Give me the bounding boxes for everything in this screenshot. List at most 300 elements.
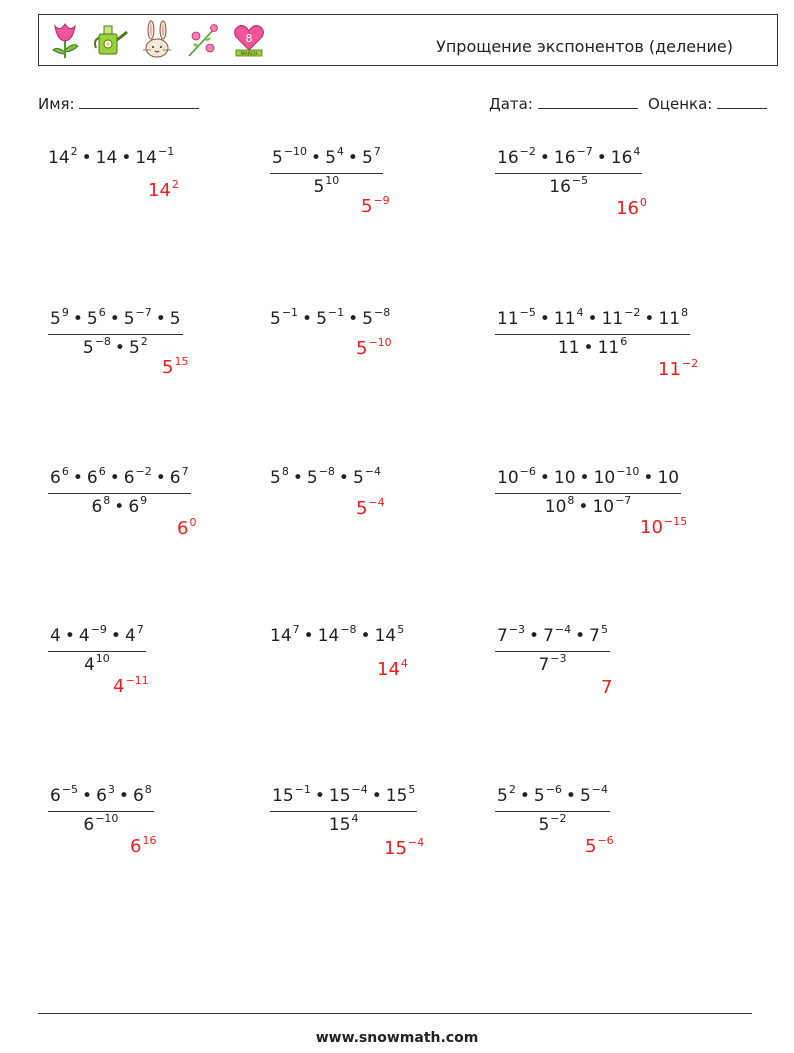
- term-exponent: −6: [545, 783, 562, 796]
- term-exponent: −10: [95, 812, 119, 825]
- multiply-dot: •: [539, 309, 550, 329]
- term-base: 10: [592, 497, 615, 517]
- power-term: [123, 306, 152, 329]
- name-label: Имя:: [38, 95, 75, 113]
- answer-8: [356, 498, 385, 519]
- multiply-dot: •: [302, 309, 313, 329]
- term-exponent: −8: [340, 623, 357, 636]
- term-base: 5: [361, 148, 373, 168]
- term-exponent: 6: [98, 465, 106, 478]
- term-exponent: −9: [373, 194, 390, 207]
- expression: [495, 306, 690, 358]
- multiply-dot: •: [644, 309, 655, 329]
- numerator: [495, 623, 610, 652]
- expression: [48, 145, 175, 168]
- expression: [48, 783, 154, 835]
- term-exponent: −10: [283, 145, 308, 158]
- term-exponent: 4: [400, 657, 408, 670]
- answer-1: [148, 180, 179, 201]
- power-term: [553, 306, 584, 329]
- term-base: 4: [50, 626, 61, 646]
- term-exponent: 4: [336, 145, 344, 158]
- term-exponent: −1: [327, 306, 345, 319]
- expression: [48, 306, 183, 358]
- header-banner: [38, 14, 778, 66]
- power-term: [657, 468, 679, 488]
- term-exponent: 2: [140, 335, 148, 348]
- multiply-dot: •: [155, 468, 166, 488]
- icon-strip: [47, 20, 267, 60]
- power-term: [128, 335, 148, 358]
- numerator: [48, 306, 183, 335]
- term-base: 6: [50, 786, 61, 806]
- term-base: 15: [272, 786, 294, 806]
- grade-blank[interactable]: [717, 94, 767, 109]
- problem-5: [270, 306, 391, 329]
- power-term: [554, 468, 576, 488]
- power-term: [325, 145, 344, 168]
- power-term: [272, 783, 311, 806]
- term-base: 11: [497, 309, 519, 329]
- power-term: [130, 836, 156, 857]
- term-exponent: −2: [681, 357, 699, 370]
- term-base: 15: [385, 786, 408, 806]
- term-exponent: −2: [135, 465, 152, 478]
- term-base: 6: [86, 468, 98, 488]
- term-base: 5: [169, 309, 181, 329]
- multiply-dot: •: [596, 148, 607, 168]
- numerator: [495, 145, 642, 174]
- problem-1: [48, 145, 175, 168]
- fraction: [495, 623, 610, 675]
- fraction: [495, 145, 642, 197]
- power-term: [50, 306, 69, 329]
- term-base: 10: [593, 468, 616, 488]
- term-base: 6: [128, 497, 140, 517]
- term-base: 14: [270, 626, 292, 646]
- name-field: [38, 94, 199, 113]
- date-blank[interactable]: [538, 94, 638, 109]
- multiply-dot: •: [121, 148, 132, 168]
- power-term: [169, 465, 189, 488]
- term-base: 16: [549, 177, 571, 197]
- term-exponent: 7: [292, 623, 300, 636]
- power-term: [610, 145, 641, 168]
- power-term: [128, 494, 148, 517]
- power-term: [374, 623, 405, 646]
- term-exponent: −5: [571, 174, 589, 187]
- multiply-dot: •: [338, 468, 349, 488]
- power-term: [585, 836, 614, 857]
- term-exponent: −1: [294, 783, 311, 796]
- term-base: 5: [585, 836, 597, 857]
- term-base: 6: [132, 786, 144, 806]
- numerator: [48, 623, 146, 652]
- term-base: 11: [553, 309, 576, 329]
- term-base: 7: [538, 655, 550, 675]
- multiply-dot: •: [72, 309, 83, 329]
- multiply-dot: •: [347, 148, 358, 168]
- fraction: [270, 145, 383, 197]
- answer-2: [361, 196, 390, 217]
- power-term: [597, 335, 628, 358]
- power-term: [82, 335, 111, 358]
- term-exponent: −11: [125, 674, 149, 687]
- term-base: 16: [497, 148, 519, 168]
- term-exponent: −6: [519, 465, 536, 478]
- power-term: [123, 465, 152, 488]
- term-exponent: −4: [364, 465, 381, 478]
- denominator: [91, 494, 147, 517]
- term-exponent: −8: [94, 335, 111, 348]
- power-term: [328, 783, 368, 806]
- term-exponent: −3: [550, 652, 567, 665]
- term-base: 6: [91, 497, 103, 517]
- term-base: 11: [658, 309, 681, 329]
- power-term: [593, 465, 640, 488]
- power-term: [658, 306, 689, 329]
- term-base: 14: [48, 148, 70, 168]
- term-base: 7: [497, 626, 508, 646]
- term-base: 5: [270, 309, 281, 329]
- power-term: [538, 812, 567, 835]
- power-term: [497, 623, 526, 646]
- term-base: 11: [597, 338, 620, 358]
- term-base: 5: [82, 338, 94, 358]
- grade-label: Оценка:: [648, 95, 713, 113]
- power-term: [362, 306, 391, 329]
- term-base: 5: [313, 177, 325, 197]
- term-exponent: 0: [189, 516, 197, 529]
- term-base: 5: [533, 786, 545, 806]
- term-base: 7: [589, 626, 600, 646]
- term-base: 5: [272, 148, 283, 168]
- multiply-dot: •: [72, 468, 83, 488]
- term-base: 4: [113, 676, 125, 697]
- power-term: [83, 652, 110, 675]
- answer-4: [162, 357, 188, 378]
- answer-15: [585, 836, 614, 857]
- term-exponent: 6: [98, 306, 106, 319]
- problem-14: [270, 783, 417, 835]
- problem-3: [495, 145, 642, 197]
- term-exponent: −4: [407, 836, 425, 849]
- term-base: 11: [601, 309, 624, 329]
- term-exponent: −4: [351, 783, 368, 796]
- term-base: 14: [374, 626, 397, 646]
- power-term: [558, 338, 580, 358]
- term-base: 5: [86, 309, 98, 329]
- term-exponent: 3: [107, 783, 115, 796]
- term-base: 5: [128, 338, 140, 358]
- term-base: 10: [640, 517, 663, 538]
- multiply-dot: •: [118, 786, 129, 806]
- term-exponent: 8: [144, 783, 152, 796]
- term-exponent: −1: [157, 145, 175, 158]
- power-term: [549, 174, 589, 197]
- term-exponent: 4: [633, 145, 641, 158]
- multiply-dot: •: [565, 786, 576, 806]
- power-term: [385, 783, 416, 806]
- answer-3: [616, 198, 647, 219]
- power-term: [356, 338, 392, 359]
- term-base: 5: [162, 357, 174, 378]
- numerator: [48, 783, 154, 812]
- term-base: 16: [610, 148, 633, 168]
- term-base: 14: [148, 180, 171, 201]
- footer-site: www.snowmath.com: [315, 1030, 479, 1046]
- term-exponent: −2: [624, 306, 641, 319]
- footer-divider: [38, 1013, 752, 1014]
- bunny-icon: [139, 20, 175, 60]
- term-base: 5: [123, 309, 135, 329]
- heart-march-8-icon: [231, 20, 267, 60]
- term-exponent: 9: [61, 306, 69, 319]
- fraction: [270, 783, 417, 835]
- power-term: [384, 838, 424, 859]
- term-exponent: −9: [90, 623, 107, 636]
- term-exponent: −10: [616, 465, 640, 478]
- multiply-dot: •: [292, 468, 303, 488]
- multiply-dot: •: [314, 786, 325, 806]
- term-base: 14: [135, 148, 157, 168]
- term-base: 15: [328, 815, 351, 835]
- power-term: [96, 148, 118, 168]
- numerator: [270, 783, 417, 812]
- multiply-dot: •: [81, 148, 92, 168]
- term-exponent: −2: [519, 145, 536, 158]
- term-base: 5: [361, 196, 373, 217]
- power-term: [543, 623, 572, 646]
- multiply-dot: •: [110, 626, 121, 646]
- term-exponent: 6: [620, 335, 628, 348]
- problem-8: [270, 465, 381, 488]
- term-exponent: 2: [171, 178, 179, 191]
- date-label: Дата:: [489, 95, 533, 113]
- term-base: 11: [658, 359, 681, 380]
- answer-10: [113, 676, 149, 697]
- power-term: [91, 494, 111, 517]
- power-term: [313, 174, 340, 197]
- term-exponent: 10: [95, 652, 110, 665]
- multiply-dot: •: [643, 468, 654, 488]
- term-base: 5: [50, 309, 61, 329]
- problem-2: [270, 145, 383, 197]
- term-exponent: 5: [408, 783, 416, 796]
- multiply-dot: •: [82, 786, 93, 806]
- term-base: 10: [497, 468, 519, 488]
- power-term: [589, 623, 608, 646]
- problem-12: [495, 623, 610, 675]
- denominator: [538, 812, 566, 835]
- answer-14: [384, 838, 424, 859]
- term-base: 14: [377, 659, 400, 680]
- term-exponent: 0: [639, 196, 647, 209]
- term-exponent: 15: [174, 355, 189, 368]
- expression: [48, 623, 146, 675]
- term-exponent: 7: [373, 145, 381, 158]
- power-term: [96, 783, 115, 806]
- term-base: 15: [384, 838, 407, 859]
- term-exponent: 9: [140, 494, 148, 507]
- term-base: 14: [95, 148, 118, 168]
- power-term: [579, 783, 608, 806]
- problem-9: [495, 465, 681, 517]
- term-base: 6: [169, 468, 181, 488]
- march-ribbon-text: MARCH: [240, 52, 258, 57]
- power-term: [356, 498, 385, 519]
- term-exponent: −6: [597, 834, 614, 847]
- term-base: 7: [543, 626, 554, 646]
- multiply-dot: •: [109, 468, 120, 488]
- power-term: [497, 306, 536, 329]
- expression: [495, 465, 681, 517]
- denominator: [549, 174, 588, 197]
- power-term: [162, 357, 188, 378]
- term-exponent: 2: [70, 145, 78, 158]
- flower-branch-icon: [185, 20, 221, 60]
- term-base: 5: [356, 338, 368, 359]
- term-exponent: 10: [325, 174, 340, 187]
- term-exponent: 5: [600, 623, 608, 636]
- power-term: [86, 306, 106, 329]
- numerator: [495, 306, 690, 335]
- expression: [495, 783, 610, 835]
- term-exponent: 6: [61, 465, 69, 478]
- term-exponent: 8: [281, 465, 289, 478]
- date-field: [489, 94, 638, 113]
- fraction: [495, 783, 610, 835]
- power-term: [497, 783, 516, 806]
- denominator: [545, 494, 632, 517]
- term-base: 5: [316, 309, 327, 329]
- term-exponent: 8: [681, 306, 689, 319]
- multiply-dot: •: [155, 309, 166, 329]
- power-term: [361, 145, 381, 168]
- term-base: 6: [50, 468, 61, 488]
- answer-12: [601, 677, 612, 698]
- power-term: [50, 783, 79, 806]
- page-title: Упрощение экспонентов (деление): [436, 37, 733, 56]
- fraction: [495, 465, 681, 517]
- fraction: [48, 465, 191, 517]
- tulip-icon: [47, 20, 83, 60]
- power-term: [601, 677, 612, 698]
- power-term: [544, 494, 575, 517]
- expression: [270, 623, 405, 646]
- power-term: [86, 465, 106, 488]
- term-base: 14: [317, 626, 340, 646]
- term-base: 5: [325, 148, 336, 168]
- term-base: 10: [553, 468, 576, 488]
- problem-10: [48, 623, 146, 675]
- term-exponent: −15: [663, 515, 688, 528]
- denominator: [538, 652, 566, 675]
- power-term: [306, 465, 335, 488]
- answer-5: [356, 338, 392, 359]
- power-term: [317, 623, 357, 646]
- term-exponent: −7: [576, 145, 593, 158]
- power-term: [316, 306, 345, 329]
- multiply-dot: •: [575, 626, 586, 646]
- answer-13: [130, 836, 156, 857]
- term-base: 7: [601, 677, 613, 698]
- term-exponent: 5: [397, 623, 405, 636]
- term-base: 16: [553, 148, 576, 168]
- power-term: [83, 812, 119, 835]
- watering-can-icon: [93, 20, 129, 60]
- power-term: [270, 623, 300, 646]
- term-exponent: −5: [519, 306, 536, 319]
- power-term: [124, 623, 144, 646]
- term-base: 10: [544, 497, 567, 517]
- term-base: 15: [328, 786, 351, 806]
- power-term: [377, 659, 408, 680]
- term-exponent: 7: [136, 623, 144, 636]
- term-base: 4: [124, 626, 136, 646]
- term-base: 10: [657, 468, 680, 488]
- multiply-dot: •: [578, 497, 589, 517]
- multiply-dot: •: [529, 626, 540, 646]
- term-exponent: −2: [550, 812, 567, 825]
- power-term: [148, 180, 179, 201]
- term-exponent: 16: [142, 834, 157, 847]
- multiply-dot: •: [311, 148, 322, 168]
- term-exponent: 7: [181, 465, 189, 478]
- power-term: [497, 145, 536, 168]
- term-exponent: −5: [61, 783, 79, 796]
- term-exponent: −7: [135, 306, 152, 319]
- term-exponent: −8: [373, 306, 391, 319]
- term-base: 5: [352, 468, 364, 488]
- term-exponent: 8: [567, 494, 575, 507]
- power-term: [352, 465, 381, 488]
- numerator: [270, 145, 383, 174]
- multiply-dot: •: [579, 468, 590, 488]
- power-term: [50, 626, 61, 646]
- power-term: [270, 465, 289, 488]
- multiply-dot: •: [303, 626, 314, 646]
- numerator: [495, 465, 681, 494]
- term-base: 5: [356, 498, 368, 519]
- expression: [270, 306, 391, 329]
- term-exponent: −8: [318, 465, 335, 478]
- term-base: 5: [579, 786, 591, 806]
- term-base: 4: [78, 626, 90, 646]
- term-base: 5: [270, 468, 281, 488]
- power-term: [132, 783, 152, 806]
- grade-field: [648, 94, 767, 113]
- expression: [495, 623, 610, 675]
- power-term: [177, 518, 196, 539]
- fraction: [48, 623, 146, 675]
- answer-7: [177, 518, 196, 539]
- denominator: [83, 335, 148, 358]
- power-term: [272, 145, 308, 168]
- problem-15: [495, 783, 610, 835]
- name-blank[interactable]: [79, 94, 199, 109]
- multiply-dot: •: [114, 338, 125, 358]
- power-term: [616, 198, 647, 219]
- power-term: [640, 517, 687, 538]
- power-term: [78, 623, 107, 646]
- denominator: [558, 335, 627, 358]
- denominator: [84, 652, 110, 675]
- term-base: 6: [96, 786, 107, 806]
- multiply-dot: •: [583, 338, 594, 358]
- answer-9: [640, 517, 687, 538]
- answer-6: [658, 359, 698, 380]
